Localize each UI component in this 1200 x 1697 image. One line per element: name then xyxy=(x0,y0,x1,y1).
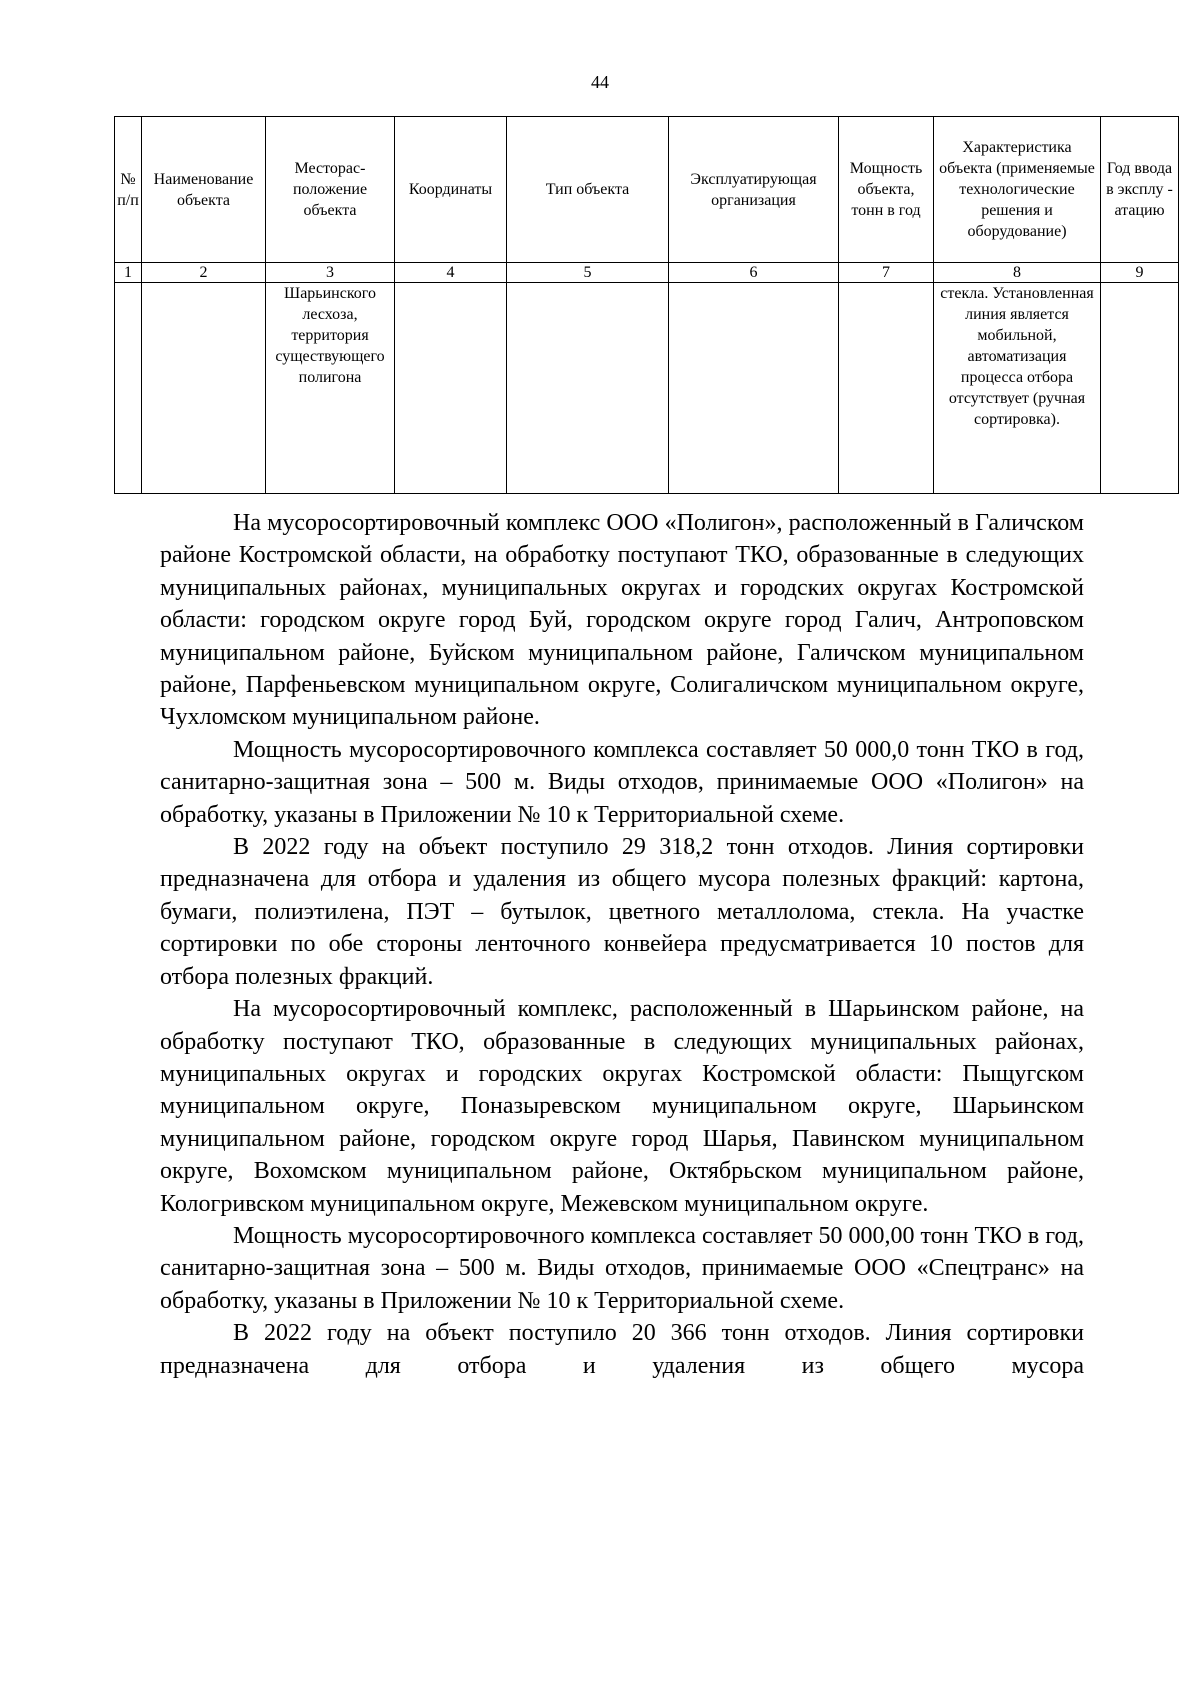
column-number-cell: 1 xyxy=(115,263,142,283)
location-cell: Шарьинского лесхоза, территория существующего полигона xyxy=(266,283,395,494)
header-cell: Наименование объекта xyxy=(142,117,266,263)
paragraph: В 2022 году на объект поступило 20 366 тонн отходов. Линия сортировки предназначена для отбора и удаления из общего мусора xyxy=(160,1320,1084,1379)
column-number-cell: 6 xyxy=(669,263,839,283)
header-cell: № п/п xyxy=(115,117,142,263)
paragraph: На мусоросортировочный комплекс, расположенный в Шарьинском районе, на обработку поступают ТКО, образованные в следующих муниципальных районах, муниципальных округах и городских округах Костромской области: Пыщугском муниципальном округе, Поназыревском муниципальном округе, Шарьинском муниципальном районе, городском округе город Шарья, Павинском муниципальном округе, Вохомском муниципальном районе, Октябрьском муниципальном районе, Кологривском муниципальном округе, Межевском муниципальном округе. xyxy=(160,996,1084,1217)
column-number-cell: 8 xyxy=(934,263,1101,283)
table-cell xyxy=(115,283,142,494)
header-cell: Координаты xyxy=(395,117,507,263)
table-header-row xyxy=(115,117,1179,263)
table-cell xyxy=(669,283,839,494)
column-number-cell: 9 xyxy=(1101,263,1179,283)
header-cell: Характеристика объекта (применяемые технологические решения и оборудование) xyxy=(934,117,1101,263)
characteristics-cell: стекла. Установленная линия является мобильной, автоматизация процесса отбора отсутствует (ручная сортировка). xyxy=(934,283,1101,494)
header-cell: Месторас- положение объекта xyxy=(266,117,395,263)
column-number-cell: 2 xyxy=(142,263,266,283)
table-cell xyxy=(1101,283,1179,494)
body-text xyxy=(160,507,1084,1382)
column-number-row xyxy=(115,263,1179,283)
paragraph: Мощность мусоросортировочного комплекса составляет 50 000,0 тонн ТКО в год, санитарно-защитная зона – 500 м. Виды отходов, принимаемые ООО «Полигон» на обработку, указаны в Приложении № 10 к Территориальной схеме. xyxy=(160,736,1084,828)
column-number-cell: 4 xyxy=(395,263,507,283)
table-cell xyxy=(839,283,934,494)
header-cell: Тип объекта xyxy=(507,117,669,263)
header-cell: Эксплуатирующая организация xyxy=(669,117,839,263)
header-cell: Мощность объекта, тонн в год xyxy=(839,117,934,263)
table-row xyxy=(115,283,1179,494)
paragraph: На мусоросортировочный комплекс ООО «Полигон», расположенный в Галичском районе Костромской области, на обработку поступают ТКО, образованные в следующих муниципальных районах, муниципальных округах и городских округах Костромской области: городском округе город Буй, городском округе город Галич, Антроповском муниципальном районе, Буйском муниципальном районе, Галичском муниципальном районе, Парфеньевском муниципальном округе, Солигаличском муниципальном округе, Чухломском муниципальном районе. xyxy=(160,510,1084,731)
paragraph: Мощность мусоросортировочного комплекса составляет 50 000,00 тонн ТКО в год, санитарно-защитная зона – 500 м. Виды отходов, принимаемые ООО «Спецтранс» на обработку, указаны в Приложении № 10 к Территориальной схеме. xyxy=(160,1222,1084,1314)
column-number-cell: 5 xyxy=(507,263,669,283)
column-number-cell: 7 xyxy=(839,263,934,283)
table-cell xyxy=(507,283,669,494)
paragraph: В 2022 году на объект поступило 29 318,2 тонн отходов. Линия сортировки предназначена для отбора и удаления из общего мусора полезных фракций: картона, бумаги, полиэтилена, ПЭТ – бутылок, цветного металлолома, стекла. На участке сортировки по обе стороны ленточного конвейера предусматривается 10 постов для отбора полезных фракций. xyxy=(160,834,1084,990)
header-cell: Год ввода в эксплу - атацию xyxy=(1101,117,1179,263)
table-cell xyxy=(395,283,507,494)
objects-table xyxy=(114,116,1179,494)
table-cell xyxy=(142,283,266,494)
column-number-cell: 3 xyxy=(266,263,395,283)
page-number: 44 xyxy=(591,72,609,92)
